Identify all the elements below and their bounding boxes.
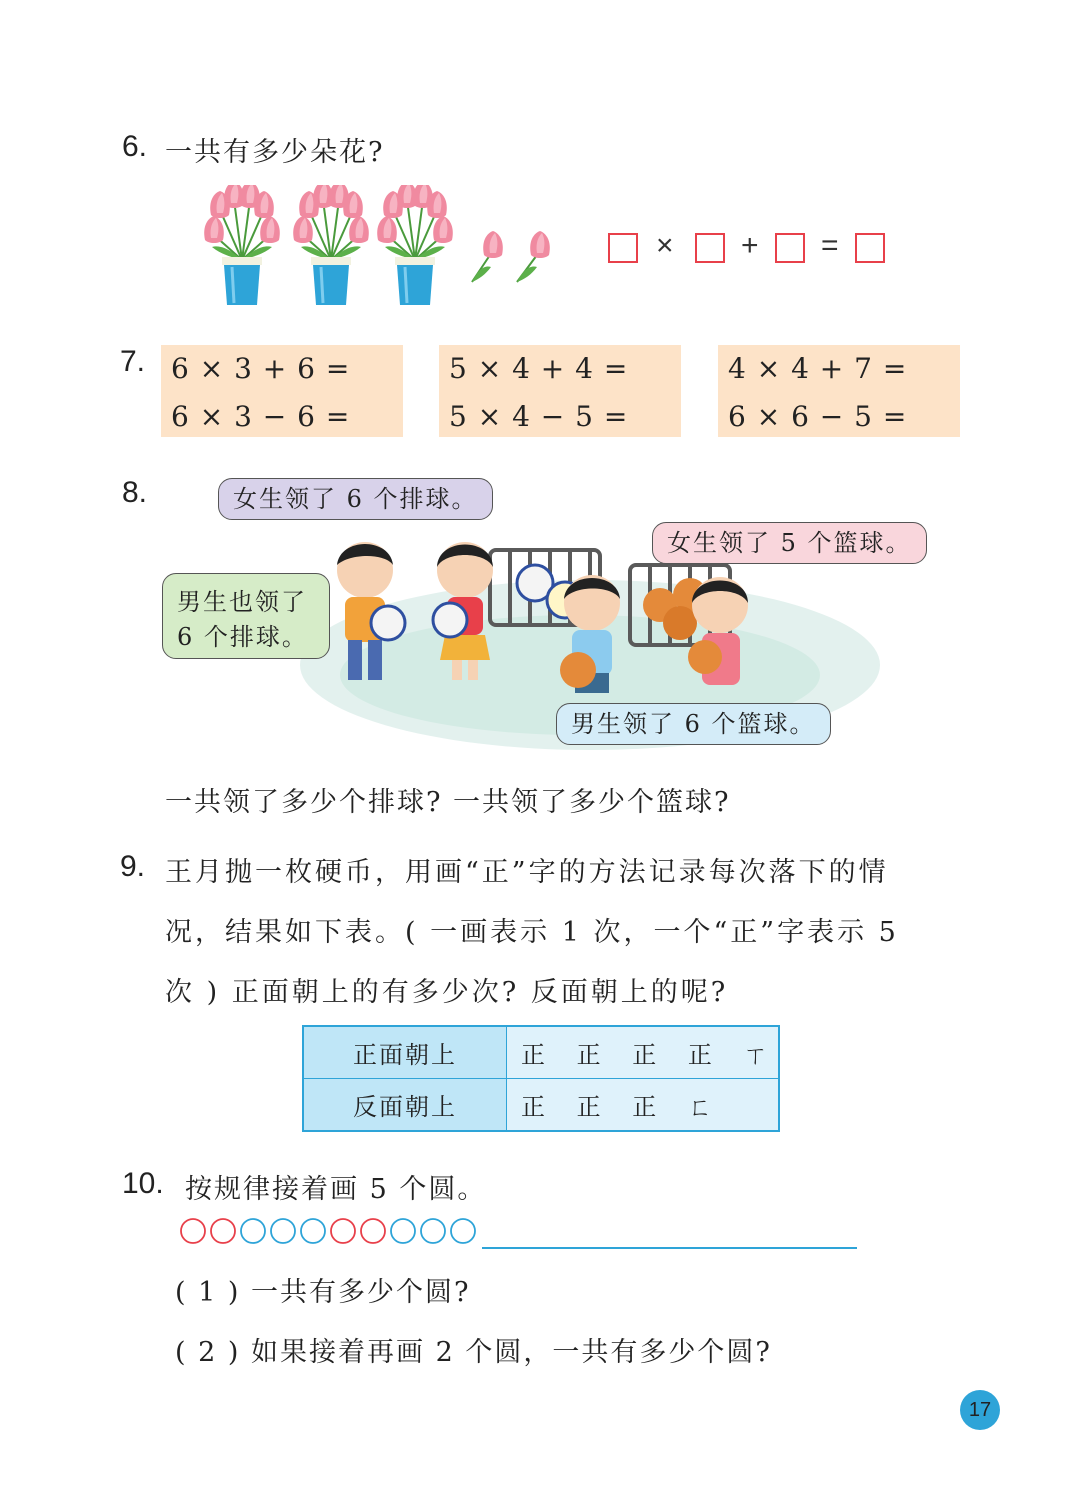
pattern-circle: [181, 1219, 205, 1243]
tally-marks: 正 正 正 正 ㄒ: [507, 1026, 780, 1079]
q10-question: 按规律接着画 5 个圆。: [185, 1174, 487, 1205]
pattern-circle: [211, 1219, 235, 1243]
circle-pattern: [178, 1215, 478, 1247]
plus-sign: +: [741, 229, 759, 262]
calc-expression: 6 × 6 − 5 =: [728, 400, 908, 433]
answer-box-3[interactable]: [775, 233, 805, 263]
q10-sub1: ( 1 ) 一共有多少个圆?: [175, 1277, 471, 1308]
page-number-badge: [960, 1390, 1000, 1430]
calc-expression: 6 × 3 − 6 =: [171, 400, 351, 433]
speech-bubble-boys-volleyball: [162, 573, 330, 659]
q10-number: 10.: [122, 1167, 164, 1200]
q8-question: 一共领了多少个排球? 一共领了多少个篮球?: [165, 787, 731, 818]
calc-box-2: [439, 345, 681, 437]
q8-number: 8.: [122, 476, 148, 509]
q9-number: 9.: [120, 850, 146, 883]
row-label: 反面朝上: [303, 1079, 507, 1132]
pattern-circle: [421, 1219, 445, 1243]
q10-sub2: ( 2 ) 如果接着再画 2 个圆，一共有多少个圆?: [175, 1337, 772, 1368]
q9-line: 王月抛一枚硬币，用画“正”字的方法记录每次落下的情: [165, 857, 889, 888]
times-sign: ×: [656, 229, 674, 262]
pattern-circle: [391, 1219, 415, 1243]
q6-number: 6.: [122, 130, 148, 163]
calc-expression: 4 × 4 + 7 =: [728, 352, 908, 385]
calc-expression: 6 × 3 + 6 =: [171, 352, 351, 385]
answer-box-1[interactable]: [608, 233, 638, 263]
speech-bubble-girls-basketball: 女生领了 5 个篮球。: [652, 522, 927, 564]
pattern-circle: [331, 1219, 355, 1243]
row-label: 正面朝上: [303, 1026, 507, 1079]
calc-box-1: [161, 345, 403, 437]
calc-expression: 5 × 4 + 4 =: [449, 352, 629, 385]
calc-expression: 5 × 4 − 5 =: [449, 400, 629, 433]
page-number: 17: [968, 1399, 992, 1421]
table-row: [303, 1079, 779, 1132]
pattern-circle: [451, 1219, 475, 1243]
speech-bubble-girls-volleyball: 女生领了 6 个排球。: [218, 478, 493, 520]
calc-box-3: [718, 345, 960, 437]
tally-marks: 正 正 正 ㄈ: [507, 1079, 780, 1132]
answer-box-2[interactable]: [695, 233, 725, 263]
speech-bubble-boys-basketball: 男生领了 6 个篮球。: [556, 703, 831, 745]
q9-line: 次 ) 正面朝上的有多少次? 反面朝上的呢?: [165, 977, 729, 1008]
pattern-circle: [241, 1219, 265, 1243]
equals-sign: =: [821, 229, 839, 262]
flower-pots-illustration: [195, 185, 565, 315]
tally-table: [302, 1025, 780, 1132]
table-row: [303, 1026, 779, 1079]
pattern-circle: [361, 1219, 385, 1243]
pattern-circle: [301, 1219, 325, 1243]
answer-box-4[interactable]: [855, 233, 885, 263]
answer-line[interactable]: [482, 1247, 857, 1249]
q6-question: 一共有多少朵花?: [165, 137, 385, 168]
pattern-circle: [271, 1219, 295, 1243]
q9-line: 况，结果如下表。( 一画表示 1 次，一个“正”字表示 5: [165, 917, 899, 948]
q7-number: 7.: [120, 345, 146, 378]
bubble-line: 男生也领了: [177, 588, 307, 616]
bubble-line: 6 个排球。: [177, 623, 308, 651]
